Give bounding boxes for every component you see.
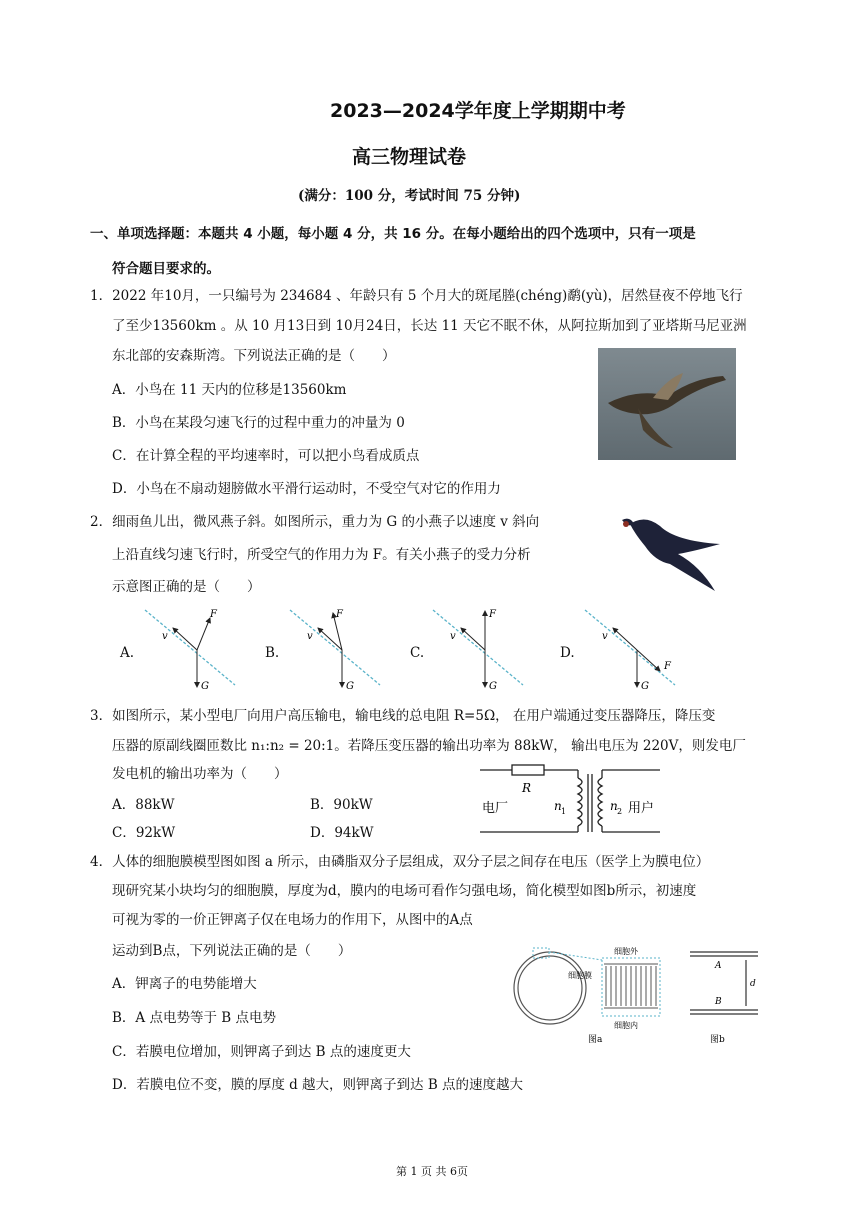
q1-option-d: D．小鸟在不扇动翅膀做水平滑行运动时，不受空气对它的作用力 — [112, 481, 501, 497]
power-plant-label: 电厂 — [482, 801, 509, 816]
q1-line: 1．2022 年10月，一只编号为 234684 、年龄只有 5 个月大的斑尾塍(chéng)鹬(yù)，居然昼夜不停地飞行 — [90, 288, 743, 304]
q1-option-b: B．小鸟在某段匀速飞行的过程中重力的冲量为 0 — [112, 415, 405, 431]
q4-line: 运动到B点，下列说法正确的是（ ） — [112, 943, 352, 959]
q4-line: 可视为零的一价正钾离子仅在电场力的作用下，从图中的A点 — [112, 912, 473, 928]
q4-option-b: B．A 点电势等于 B 点电势 — [112, 1010, 276, 1026]
swallow-image — [600, 506, 730, 600]
resistor-label: R — [522, 781, 532, 795]
q2-choice-d-label: D. — [560, 645, 575, 661]
q2-line: 示意图正确的是（ ） — [112, 579, 261, 595]
point-b-label: B — [715, 997, 722, 1007]
q2-line: 上沿直线匀速飞行时，所受空气的作用力为 F。有关小燕子的受力分析 — [112, 547, 531, 563]
v-label: v — [162, 631, 168, 642]
q3-line: 发电机的输出功率为（ ） — [112, 766, 288, 782]
section-heading-line1: 一、单项选择题：本题共 4 小题，每小题 4 分，共 16 分。在每小题给出的四个选项中，只有一项是 — [90, 226, 696, 242]
n2-label: n — [610, 799, 618, 813]
force-diagram-d — [585, 610, 675, 692]
force-diagram-b — [290, 609, 380, 692]
q4-option-c: C．若膜电位增加，则钾离子到达 B 点的速度更大 — [112, 1044, 411, 1060]
transmission-circuit — [470, 760, 670, 842]
v-label: v — [450, 631, 456, 642]
force-diagrams — [140, 605, 700, 697]
q2-choice-c-label: C. — [410, 645, 425, 661]
F-label: F — [210, 609, 217, 620]
q3-option-b: B．90kW — [310, 797, 373, 813]
n1-label: n — [554, 799, 562, 813]
force-diagram-a — [145, 609, 235, 692]
exam-meta: (满分：100 分，考试时间 75 分钟) — [298, 188, 521, 204]
outside-label: 细胞外 — [614, 947, 638, 956]
F-label: F — [336, 609, 343, 620]
q1-option-c: C．在计算全程的平均速率时，可以把小鸟看成质点 — [112, 448, 420, 464]
v-label: v — [307, 631, 313, 642]
fig-b-caption: 图b — [710, 1035, 725, 1045]
exam-title: 2023—2024学年度上学期期中考 — [330, 100, 626, 122]
q1-line: 了至少13560km 。从 10 月13日到 10月24日，长达 11 天它不眠不休，从阿拉斯加到了亚塔斯马尼亚洲 — [112, 318, 747, 334]
q3-option-c: C．92kW — [112, 825, 176, 841]
n2-subscript: 2 — [617, 807, 623, 816]
q1-line: 东北部的安森斯湾。下列说法正确的是（ ） — [112, 348, 396, 364]
G-label: G — [489, 681, 497, 692]
q2-line: 2．细雨鱼儿出，微风燕子斜。如图所示，重力为 G 的小燕子以速度 v 斜向 — [90, 514, 540, 530]
n1-subscript: 1 — [561, 807, 567, 816]
q4-option-d: D．若膜电位不变，膜的厚度 d 越大，则钾离子到达 B 点的速度越大 — [112, 1077, 524, 1093]
page-footer: 第 1 页 共 6页 — [396, 1165, 468, 1178]
F-label: F — [664, 661, 671, 672]
thickness-d-label: d — [750, 979, 756, 989]
membrane-label: 细胞膜 — [568, 971, 592, 980]
q3-line: 压器的原副线圈匝数比 n₁:n₂ = 20:1。若降压变压器的输出功率为 88kW， 输出电压为 220V，则发电厂 — [112, 738, 746, 754]
G-label: G — [201, 681, 209, 692]
q3-line: 3．如图所示，某小型电厂向用户高压输电，输电线的总电阻 R=5Ω， 在用户端通过变压器降压，降压变 — [90, 708, 716, 724]
q3-option-a: A．88kW — [112, 797, 175, 813]
cell-membrane-figure — [510, 938, 770, 1050]
q2-choice-a-label: A. — [120, 645, 135, 661]
godwit-photo — [598, 348, 736, 460]
exam-subtitle: 高三物理试卷 — [352, 146, 467, 168]
q3-option-d: D．94kW — [310, 825, 374, 841]
q4-line: 4．人体的细胞膜模型图如图 a 所示，由磷脂双分子层组成，双分子层之间存在电压（医学上为膜电位） — [90, 854, 710, 870]
section-heading-line2: 符合题目要求的。 — [112, 261, 220, 277]
q4-line: 现研究某小块均匀的细胞膜，厚度为d，膜内的电场可看作匀强电场，简化模型如图b所示，初速度 — [112, 883, 697, 899]
v-label: v — [602, 631, 608, 642]
q2-choice-b-label: B. — [265, 645, 280, 661]
q1-option-a: A．小鸟在 11 天内的位移是13560km — [112, 382, 347, 398]
user-label: 用户 — [628, 801, 655, 816]
force-diagram-c — [433, 609, 523, 692]
point-a-label: A — [715, 961, 722, 971]
F-label: F — [489, 609, 496, 620]
G-label: G — [346, 681, 354, 692]
G-label: G — [641, 681, 649, 692]
q4-option-a: A．钾离子的电势能增大 — [112, 976, 257, 992]
fig-a-caption: 图a — [588, 1035, 603, 1045]
inside-label: 细胞内 — [614, 1021, 638, 1030]
